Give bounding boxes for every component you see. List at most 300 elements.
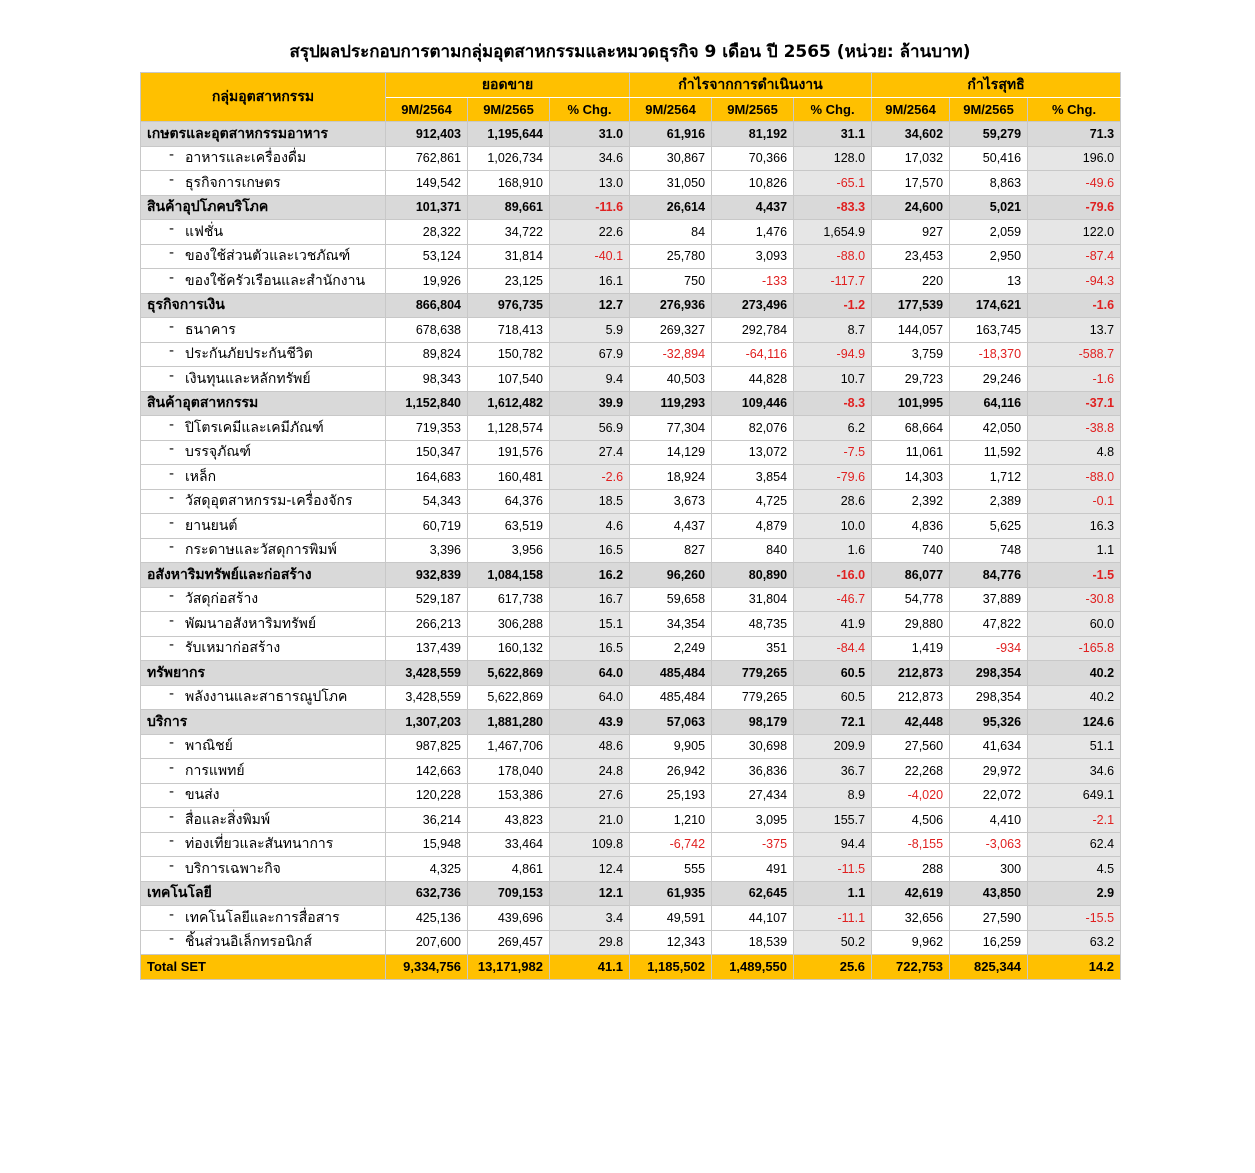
value-cell: 70,366 bbox=[712, 146, 794, 171]
value-cell: 18.5 bbox=[550, 489, 630, 514]
bullet-dash: - bbox=[169, 220, 175, 237]
value-cell: 27.6 bbox=[550, 783, 630, 808]
value-cell: 298,354 bbox=[950, 661, 1028, 686]
bullet-dash: - bbox=[169, 269, 175, 286]
value-cell: 300 bbox=[950, 857, 1028, 882]
category-name: - สื่อและสิ่งพิมพ์ bbox=[141, 808, 386, 833]
value-cell: 11,061 bbox=[872, 440, 950, 465]
value-cell: 3.4 bbox=[550, 906, 630, 931]
category-name: - ของใช้ครัวเรือนและสำนักงาน bbox=[141, 269, 386, 294]
value-cell: 4,861 bbox=[468, 857, 550, 882]
value-cell: 23,453 bbox=[872, 244, 950, 269]
value-cell: 207,600 bbox=[386, 930, 468, 955]
bullet-dash: - bbox=[169, 367, 175, 384]
value-cell: 18,924 bbox=[630, 465, 712, 490]
value-cell: 3,673 bbox=[630, 489, 712, 514]
group-row bbox=[141, 195, 1121, 220]
value-cell: 2,249 bbox=[630, 636, 712, 661]
value-cell: 351 bbox=[712, 636, 794, 661]
value-cell: 153,386 bbox=[468, 783, 550, 808]
bullet-dash: - bbox=[169, 245, 175, 262]
value-cell: 34,354 bbox=[630, 612, 712, 637]
value-cell: 288 bbox=[872, 857, 950, 882]
value-cell: 425,136 bbox=[386, 906, 468, 931]
total-value-cell: 41.1 bbox=[550, 955, 630, 980]
value-cell: -11.6 bbox=[550, 195, 630, 220]
value-cell: 16.7 bbox=[550, 587, 630, 612]
table-row bbox=[141, 220, 1121, 245]
header-group-col: กลุ่มอุตสาหกรรม bbox=[141, 73, 386, 122]
value-cell: 178,040 bbox=[468, 759, 550, 784]
value-cell: 3,854 bbox=[712, 465, 794, 490]
value-cell: -87.4 bbox=[1028, 244, 1121, 269]
value-cell: 22,268 bbox=[872, 759, 950, 784]
value-cell: 94.4 bbox=[794, 832, 872, 857]
table-row bbox=[141, 416, 1121, 441]
value-cell: 150,347 bbox=[386, 440, 468, 465]
bullet-dash: - bbox=[169, 465, 175, 482]
table-row bbox=[141, 783, 1121, 808]
header-sales-chg: % Chg. bbox=[550, 97, 630, 122]
value-cell: 62.4 bbox=[1028, 832, 1121, 857]
header-section-operating-profit: กำไรจากการดำเนินงาน bbox=[630, 73, 872, 98]
category-name: - ปิโตรเคมีและเคมีภัณฑ์ bbox=[141, 416, 386, 441]
value-cell: 36,836 bbox=[712, 759, 794, 784]
value-cell: 12.1 bbox=[550, 881, 630, 906]
category-name: - วัสดุอุตสาหกรรม-เครื่องจักร bbox=[141, 489, 386, 514]
value-cell: 9,962 bbox=[872, 930, 950, 955]
value-cell: 6.2 bbox=[794, 416, 872, 441]
value-cell: 25,780 bbox=[630, 244, 712, 269]
value-cell: 26,614 bbox=[630, 195, 712, 220]
table-row bbox=[141, 342, 1121, 367]
value-cell: 209.9 bbox=[794, 734, 872, 759]
value-cell: -934 bbox=[950, 636, 1028, 661]
value-cell: 16,259 bbox=[950, 930, 1028, 955]
value-cell: 31.0 bbox=[550, 122, 630, 147]
value-cell: 43,850 bbox=[950, 881, 1028, 906]
value-cell: 31.1 bbox=[794, 122, 872, 147]
category-name: - ยานยนต์ bbox=[141, 514, 386, 539]
value-cell: 718,413 bbox=[468, 318, 550, 343]
group-row bbox=[141, 391, 1121, 416]
value-cell: 485,484 bbox=[630, 661, 712, 686]
value-cell: 12,343 bbox=[630, 930, 712, 955]
table-row bbox=[141, 269, 1121, 294]
value-cell: -1.6 bbox=[1028, 367, 1121, 392]
value-cell: 21.0 bbox=[550, 808, 630, 833]
value-cell: 62,645 bbox=[712, 881, 794, 906]
table-row bbox=[141, 244, 1121, 269]
value-cell: -7.5 bbox=[794, 440, 872, 465]
value-cell: 120,228 bbox=[386, 783, 468, 808]
value-cell: 4,879 bbox=[712, 514, 794, 539]
value-cell: 124.6 bbox=[1028, 710, 1121, 735]
value-cell: 1,152,840 bbox=[386, 391, 468, 416]
value-cell: 16.5 bbox=[550, 538, 630, 563]
value-cell: 81,192 bbox=[712, 122, 794, 147]
value-cell: 48,735 bbox=[712, 612, 794, 637]
value-cell: 292,784 bbox=[712, 318, 794, 343]
value-cell: 64,376 bbox=[468, 489, 550, 514]
value-cell: -6,742 bbox=[630, 832, 712, 857]
value-cell: -40.1 bbox=[550, 244, 630, 269]
group-name: อสังหาริมทรัพย์และก่อสร้าง bbox=[141, 563, 386, 588]
value-cell: 1,612,482 bbox=[468, 391, 550, 416]
value-cell: 54,778 bbox=[872, 587, 950, 612]
value-cell: 39.9 bbox=[550, 391, 630, 416]
value-cell: 40,503 bbox=[630, 367, 712, 392]
value-cell: -88.0 bbox=[794, 244, 872, 269]
value-cell: 59,658 bbox=[630, 587, 712, 612]
total-value-cell: 9,334,756 bbox=[386, 955, 468, 980]
group-name: ทรัพยากร bbox=[141, 661, 386, 686]
value-cell: 10.7 bbox=[794, 367, 872, 392]
value-cell: 485,484 bbox=[630, 685, 712, 710]
value-cell: 89,661 bbox=[468, 195, 550, 220]
value-cell: -11.1 bbox=[794, 906, 872, 931]
table-row bbox=[141, 514, 1121, 539]
value-cell: 95,326 bbox=[950, 710, 1028, 735]
table-row bbox=[141, 832, 1121, 857]
value-cell: -0.1 bbox=[1028, 489, 1121, 514]
group-row bbox=[141, 293, 1121, 318]
value-cell: 3,759 bbox=[872, 342, 950, 367]
value-cell: 84,776 bbox=[950, 563, 1028, 588]
value-cell: 4.5 bbox=[1028, 857, 1121, 882]
value-cell: 60.5 bbox=[794, 661, 872, 686]
header-op-2565: 9M/2565 bbox=[712, 97, 794, 122]
value-cell: 160,132 bbox=[468, 636, 550, 661]
value-cell: 14,303 bbox=[872, 465, 950, 490]
value-cell: 827 bbox=[630, 538, 712, 563]
category-name: - วัสดุก่อสร้าง bbox=[141, 587, 386, 612]
value-cell: 86,077 bbox=[872, 563, 950, 588]
value-cell: 4,437 bbox=[712, 195, 794, 220]
value-cell: 1.1 bbox=[794, 881, 872, 906]
bullet-dash: - bbox=[169, 808, 175, 825]
value-cell: 42,050 bbox=[950, 416, 1028, 441]
value-cell: 3,095 bbox=[712, 808, 794, 833]
value-cell: 5,622,869 bbox=[468, 685, 550, 710]
value-cell: -165.8 bbox=[1028, 636, 1121, 661]
value-cell: 16.5 bbox=[550, 636, 630, 661]
value-cell: 649.1 bbox=[1028, 783, 1121, 808]
value-cell: 3,428,559 bbox=[386, 661, 468, 686]
category-name: - บริการเฉพาะกิจ bbox=[141, 857, 386, 882]
value-cell: 9,905 bbox=[630, 734, 712, 759]
value-cell: 678,638 bbox=[386, 318, 468, 343]
value-cell: 54,343 bbox=[386, 489, 468, 514]
value-cell: -49.6 bbox=[1028, 171, 1121, 196]
value-cell: 4.8 bbox=[1028, 440, 1121, 465]
value-cell: 31,804 bbox=[712, 587, 794, 612]
table-row bbox=[141, 734, 1121, 759]
value-cell: 27,434 bbox=[712, 783, 794, 808]
value-cell: 13.0 bbox=[550, 171, 630, 196]
bullet-dash: - bbox=[169, 441, 175, 458]
value-cell: 37,889 bbox=[950, 587, 1028, 612]
category-name: - แฟชั่น bbox=[141, 220, 386, 245]
value-cell: 119,293 bbox=[630, 391, 712, 416]
category-name: - ประกันภัยประกันชีวิต bbox=[141, 342, 386, 367]
value-cell: 27.4 bbox=[550, 440, 630, 465]
value-cell: 13.7 bbox=[1028, 318, 1121, 343]
value-cell: 840 bbox=[712, 538, 794, 563]
value-cell: -15.5 bbox=[1028, 906, 1121, 931]
value-cell: 24.8 bbox=[550, 759, 630, 784]
table-row bbox=[141, 857, 1121, 882]
group-name: สินค้าอุปโภคบริโภค bbox=[141, 195, 386, 220]
bullet-dash: - bbox=[169, 171, 175, 188]
value-cell: -1.2 bbox=[794, 293, 872, 318]
value-cell: 15.1 bbox=[550, 612, 630, 637]
value-cell: 276,936 bbox=[630, 293, 712, 318]
header-section-net-profit: กำไรสุทธิ bbox=[872, 73, 1121, 98]
category-name: - เงินทุนและหลักทรัพย์ bbox=[141, 367, 386, 392]
value-cell: 64.0 bbox=[550, 661, 630, 686]
bullet-dash: - bbox=[169, 735, 175, 752]
value-cell: 50,416 bbox=[950, 146, 1028, 171]
header-sales-2564: 9M/2564 bbox=[386, 97, 468, 122]
bullet-dash: - bbox=[169, 612, 175, 629]
value-cell: 13,072 bbox=[712, 440, 794, 465]
value-cell: -83.3 bbox=[794, 195, 872, 220]
value-cell: 529,187 bbox=[386, 587, 468, 612]
value-cell: 4,725 bbox=[712, 489, 794, 514]
value-cell: 748 bbox=[950, 538, 1028, 563]
value-cell: 13 bbox=[950, 269, 1028, 294]
value-cell: -84.4 bbox=[794, 636, 872, 661]
value-cell: -94.3 bbox=[1028, 269, 1121, 294]
value-cell: 27,560 bbox=[872, 734, 950, 759]
value-cell: 18,539 bbox=[712, 930, 794, 955]
value-cell: 101,371 bbox=[386, 195, 468, 220]
value-cell: 4,325 bbox=[386, 857, 468, 882]
value-cell: 89,824 bbox=[386, 342, 468, 367]
total-value-cell: 14.2 bbox=[1028, 955, 1121, 980]
value-cell: 32,656 bbox=[872, 906, 950, 931]
value-cell: 4,506 bbox=[872, 808, 950, 833]
value-cell: 22,072 bbox=[950, 783, 1028, 808]
bullet-dash: - bbox=[169, 686, 175, 703]
value-cell: 30,867 bbox=[630, 146, 712, 171]
value-cell: 98,343 bbox=[386, 367, 468, 392]
category-name: - เทคโนโลยีและการสื่อสาร bbox=[141, 906, 386, 931]
group-row bbox=[141, 122, 1121, 147]
value-cell: 976,735 bbox=[468, 293, 550, 318]
table-row bbox=[141, 587, 1121, 612]
value-cell: 1,128,574 bbox=[468, 416, 550, 441]
value-cell: -16.0 bbox=[794, 563, 872, 588]
value-cell: 64,116 bbox=[950, 391, 1028, 416]
category-name: - ธนาคาร bbox=[141, 318, 386, 343]
value-cell: -1.6 bbox=[1028, 293, 1121, 318]
value-cell: 29,246 bbox=[950, 367, 1028, 392]
value-cell: 128.0 bbox=[794, 146, 872, 171]
value-cell: 298,354 bbox=[950, 685, 1028, 710]
value-cell: 80,890 bbox=[712, 563, 794, 588]
value-cell: 57,063 bbox=[630, 710, 712, 735]
category-name: - การแพทย์ bbox=[141, 759, 386, 784]
value-cell: 212,873 bbox=[872, 661, 950, 686]
value-cell: 155.7 bbox=[794, 808, 872, 833]
value-cell: -38.8 bbox=[1028, 416, 1121, 441]
value-cell: 60,719 bbox=[386, 514, 468, 539]
value-cell: 3,428,559 bbox=[386, 685, 468, 710]
value-cell: -37.1 bbox=[1028, 391, 1121, 416]
value-cell: 96,260 bbox=[630, 563, 712, 588]
value-cell: 779,265 bbox=[712, 661, 794, 686]
value-cell: 144,057 bbox=[872, 318, 950, 343]
value-cell: 82,076 bbox=[712, 416, 794, 441]
value-cell: 16.3 bbox=[1028, 514, 1121, 539]
group-row bbox=[141, 881, 1121, 906]
value-cell: 4.6 bbox=[550, 514, 630, 539]
value-cell: -65.1 bbox=[794, 171, 872, 196]
bullet-dash: - bbox=[169, 759, 175, 776]
value-cell: 1,654.9 bbox=[794, 220, 872, 245]
group-name: บริการ bbox=[141, 710, 386, 735]
value-cell: 750 bbox=[630, 269, 712, 294]
value-cell: -46.7 bbox=[794, 587, 872, 612]
header-section-sales: ยอดขาย bbox=[386, 73, 630, 98]
value-cell: 51.1 bbox=[1028, 734, 1121, 759]
value-cell: 269,327 bbox=[630, 318, 712, 343]
value-cell: 12.4 bbox=[550, 857, 630, 882]
bullet-dash: - bbox=[169, 588, 175, 605]
value-cell: 10,826 bbox=[712, 171, 794, 196]
value-cell: 8.7 bbox=[794, 318, 872, 343]
value-cell: 16.1 bbox=[550, 269, 630, 294]
value-cell: 439,696 bbox=[468, 906, 550, 931]
table-row bbox=[141, 440, 1121, 465]
value-cell: 24,600 bbox=[872, 195, 950, 220]
value-cell: 122.0 bbox=[1028, 220, 1121, 245]
value-cell: 43,823 bbox=[468, 808, 550, 833]
value-cell: 31,814 bbox=[468, 244, 550, 269]
value-cell: -588.7 bbox=[1028, 342, 1121, 367]
category-name: - พาณิชย์ bbox=[141, 734, 386, 759]
value-cell: 77,304 bbox=[630, 416, 712, 441]
bullet-dash: - bbox=[169, 147, 175, 164]
value-cell: 17,032 bbox=[872, 146, 950, 171]
value-cell: 48.6 bbox=[550, 734, 630, 759]
bullet-dash: - bbox=[169, 343, 175, 360]
value-cell: 1,307,203 bbox=[386, 710, 468, 735]
value-cell: 11,592 bbox=[950, 440, 1028, 465]
value-cell: -11.5 bbox=[794, 857, 872, 882]
value-cell: 109.8 bbox=[550, 832, 630, 857]
bullet-dash: - bbox=[169, 857, 175, 874]
group-name: เกษตรและอุตสาหกรรมอาหาร bbox=[141, 122, 386, 147]
value-cell: 40.2 bbox=[1028, 685, 1121, 710]
value-cell: 34.6 bbox=[550, 146, 630, 171]
total-label: Total SET bbox=[141, 955, 386, 980]
value-cell: -2.6 bbox=[550, 465, 630, 490]
table-row bbox=[141, 906, 1121, 931]
value-cell: 3,956 bbox=[468, 538, 550, 563]
value-cell: 2,059 bbox=[950, 220, 1028, 245]
category-name: - ชิ้นส่วนอิเล็กทรอนิกส์ bbox=[141, 930, 386, 955]
group-name: เทคโนโลยี bbox=[141, 881, 386, 906]
category-name: - พัฒนาอสังหาริมทรัพย์ bbox=[141, 612, 386, 637]
value-cell: 220 bbox=[872, 269, 950, 294]
value-cell: 71.3 bbox=[1028, 122, 1121, 147]
value-cell: 150,782 bbox=[468, 342, 550, 367]
value-cell: -64,116 bbox=[712, 342, 794, 367]
value-cell: 174,621 bbox=[950, 293, 1028, 318]
value-cell: 28.6 bbox=[794, 489, 872, 514]
total-value-cell: 13,171,982 bbox=[468, 955, 550, 980]
value-cell: 212,873 bbox=[872, 685, 950, 710]
value-cell: 1,210 bbox=[630, 808, 712, 833]
header-net-chg: % Chg. bbox=[1028, 97, 1121, 122]
bullet-dash: - bbox=[169, 931, 175, 948]
total-value-cell: 722,753 bbox=[872, 955, 950, 980]
value-cell: 60.0 bbox=[1028, 612, 1121, 637]
table-row bbox=[141, 538, 1121, 563]
value-cell: 36.7 bbox=[794, 759, 872, 784]
page-title: สรุปผลประกอบการตามกลุ่มอุตสาหกรรมและหมวดธุรกิจ 9 เดือน ปี 2565 (หน่วย: ล้านบาท) bbox=[289, 42, 971, 62]
bullet-dash: - bbox=[169, 637, 175, 654]
category-name: - พลังงานและสาธารณูปโภค bbox=[141, 685, 386, 710]
value-cell: 61,916 bbox=[630, 122, 712, 147]
value-cell: 762,861 bbox=[386, 146, 468, 171]
value-cell: 4,836 bbox=[872, 514, 950, 539]
group-name: สินค้าอุตสาหกรรม bbox=[141, 391, 386, 416]
value-cell: 34.6 bbox=[1028, 759, 1121, 784]
value-cell: 709,153 bbox=[468, 881, 550, 906]
value-cell: 149,542 bbox=[386, 171, 468, 196]
bullet-dash: - bbox=[169, 318, 175, 335]
value-cell: 10.0 bbox=[794, 514, 872, 539]
value-cell: -375 bbox=[712, 832, 794, 857]
value-cell: 43.9 bbox=[550, 710, 630, 735]
value-cell: 1,195,644 bbox=[468, 122, 550, 147]
value-cell: 29,880 bbox=[872, 612, 950, 637]
value-cell: 632,736 bbox=[386, 881, 468, 906]
table-row bbox=[141, 685, 1121, 710]
total-value-cell: 1,489,550 bbox=[712, 955, 794, 980]
header-net-2565: 9M/2565 bbox=[950, 97, 1028, 122]
total-value-cell: 25.6 bbox=[794, 955, 872, 980]
value-cell: -30.8 bbox=[1028, 587, 1121, 612]
value-cell: 47,822 bbox=[950, 612, 1028, 637]
value-cell: 5,625 bbox=[950, 514, 1028, 539]
table-row bbox=[141, 367, 1121, 392]
value-cell: -94.9 bbox=[794, 342, 872, 367]
group-name: ธุรกิจการเงิน bbox=[141, 293, 386, 318]
category-name: - ของใช้ส่วนตัวและเวชภัณฑ์ bbox=[141, 244, 386, 269]
value-cell: 273,496 bbox=[712, 293, 794, 318]
value-cell: 987,825 bbox=[386, 734, 468, 759]
table-row bbox=[141, 318, 1121, 343]
value-cell: -79.6 bbox=[1028, 195, 1121, 220]
value-cell: 53,124 bbox=[386, 244, 468, 269]
value-cell: 84 bbox=[630, 220, 712, 245]
value-cell: 28,322 bbox=[386, 220, 468, 245]
value-cell: 56.9 bbox=[550, 416, 630, 441]
value-cell: 266,213 bbox=[386, 612, 468, 637]
value-cell: 68,664 bbox=[872, 416, 950, 441]
value-cell: -3,063 bbox=[950, 832, 1028, 857]
value-cell: 168,910 bbox=[468, 171, 550, 196]
value-cell: 177,539 bbox=[872, 293, 950, 318]
value-cell: 2.9 bbox=[1028, 881, 1121, 906]
value-cell: 26,942 bbox=[630, 759, 712, 784]
header-row-sections bbox=[141, 73, 1121, 98]
